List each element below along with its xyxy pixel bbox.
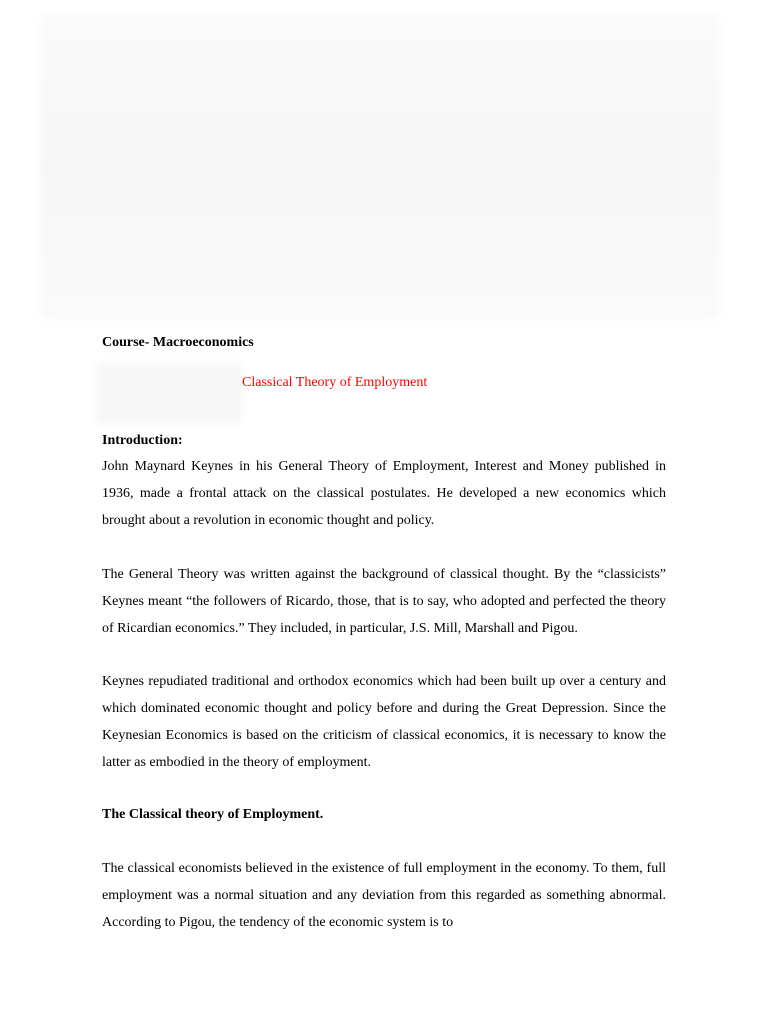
document-title: Classical Theory of Employment (242, 375, 428, 390)
paragraph-classical-economists: The classical economists believed in the existence of full employment in the economy. To them, full employment was a normal situation and any deviation from this regarded as something abnormal. According to Pigou, the tendency of the economic system is to (102, 861, 666, 930)
blurred-label-region (96, 362, 242, 424)
blurred-header-region (40, 14, 720, 320)
intro-heading: Introduction: (102, 433, 183, 448)
paragraph-general-theory: The General Theory was written against the background of classical thought. By the “classicists” Keynes meant “the followers of Ricardo, those, that is to say, who adopted and perfected the theory of Ricardian economics.” They included, in particular, J.S. Mill, Marshall and Pigou. (102, 567, 666, 636)
section-heading: The Classical theory of Employment. (102, 807, 324, 822)
paragraph-keynes-repudiated: Keynes repudiated traditional and orthodox economics which had been built up over a century and which dominated economic thought and policy before and during the Great Depression. Since the Keynesian Economics is based on the criticism of classical economics, it is necessary to know the latter as embodied in the theory of employment. (102, 674, 666, 770)
paragraph-intro: John Maynard Keynes in his General Theory of Employment, Interest and Money published in 1936, made a frontal attack on the classical postulates. He developed a new economics which brought about a revolution in economic thought and policy. (102, 459, 666, 528)
course-label: Course- Macroeconomics (102, 335, 254, 350)
